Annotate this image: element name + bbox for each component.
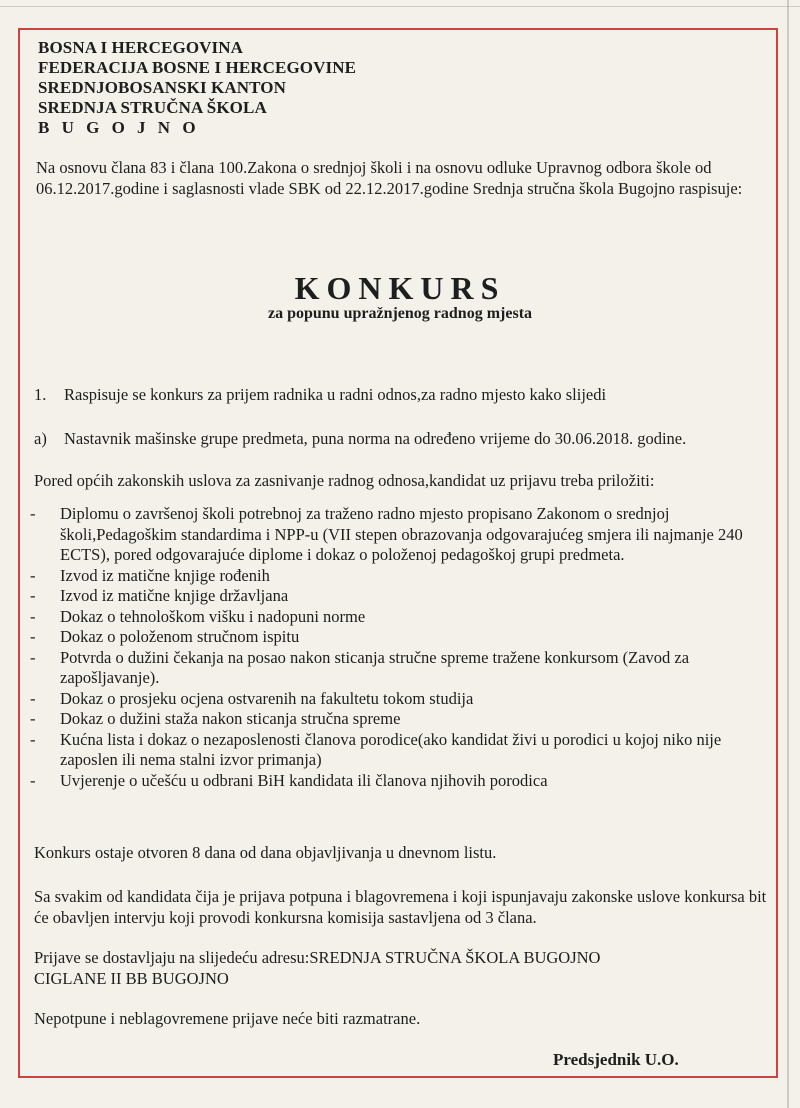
intro-paragraph: Na osnovu člana 83 i člana 100.Zakona o srednjoj školi i na osnovu odluke Upravnog odbora škole od 06.12.2017.godine i saglasnosti vlade SBK od 22.12.2017.godine Srednja stručna škola Bugojno raspisuje: bbox=[36, 158, 743, 198]
item-a-text: Nastavnik mašinske grupe predmeta, puna norma na određeno vrijeme do 30.06.2018. godine. bbox=[64, 429, 687, 448]
bullet-dash: - bbox=[30, 627, 36, 646]
address-line-1: Prijave se dostavljaju na slijedeću adresu:SREDNJA STRUČNA ŠKOLA BUGOJNO bbox=[34, 948, 601, 967]
address-paragraph bbox=[34, 947, 770, 989]
list-item: - Izvod iz matične knjige rođenih bbox=[30, 565, 270, 585]
document-subtitle: za popunu upražnjenog radnog mjesta bbox=[267, 305, 533, 322]
item-a-letter: a) bbox=[34, 429, 47, 448]
requirements-intro: Pored općih zakonskih uslova za zasnivanje radnog odnosa,kandidat uz prijavu treba priložiti: bbox=[34, 471, 655, 490]
list-item: - Dokaz o položenom stručnom ispitu bbox=[30, 627, 300, 646]
institution-header bbox=[38, 38, 356, 138]
bullet-dash: - bbox=[30, 729, 36, 749]
header-line-city: B U G O J N O bbox=[38, 118, 200, 137]
open-period-paragraph: Konkurs ostaje otvoren 8 dana od dana objavljivanja u dnevnom listu. bbox=[34, 843, 497, 862]
column-divider-top bbox=[0, 6, 800, 7]
header-line-federation: FEDERACIJA BOSNE I HERCEGOVINE bbox=[38, 58, 357, 77]
signature-line: Predsjednik U.O. bbox=[553, 1050, 679, 1069]
list-item: - Potvrda o dužini čekanja na posao nakon sticanja stručne spreme tražene konkursom (Zavod za zapošljavanje). bbox=[30, 647, 690, 687]
address-line-2: CIGLANE II BB BUGOJNO bbox=[34, 969, 229, 988]
item-a bbox=[34, 428, 770, 449]
interview-paragraph: Sa svakim od kandidata čija je prijava potpuna i blagovremena i koji ispunjavaju zakonske uslove konkursa bit će obavljen intervju koji provodi konkursna komisija sastavljena od 3 člana. bbox=[34, 887, 767, 927]
list-item: - Diplomu o završenoj školi potrebnoj za traženo radno mjesto propisano Zakonom o srednjoj školi,Pedagoškim standardima i NPP-u (VII stepen obrazovanja odgovarajućeg smjera ili najmanje 240 ECTS), pored odgovarajuće diplome i dokaz o položenoj pedagoškoj grupi predmeta. bbox=[30, 504, 743, 564]
column-divider-right bbox=[787, 0, 789, 1108]
list-item: - Kućna lista i dokaz o nezaposlenosti članova porodice(ako kandidat živi u porodici u kojoj niko nije zaposlen ili nema stalni izvor primanja) bbox=[30, 729, 722, 769]
bullet-dash: - bbox=[30, 709, 36, 728]
bullet-dash: - bbox=[30, 647, 36, 667]
item-1-number: 1. bbox=[34, 385, 47, 404]
bullet-dash: - bbox=[30, 770, 36, 790]
list-item: - Dokaz o tehnološkom višku i nadopuni norme bbox=[30, 606, 366, 626]
incomplete-notice: Nepotpune i neblagovremene prijave neće biti razmatrane. bbox=[34, 1009, 421, 1028]
bullet-dash: - bbox=[30, 504, 36, 523]
header-line-school: SREDNJA STRUČNA ŠKOLA bbox=[38, 98, 267, 117]
list-item: - Dokaz o prosjeku ocjena ostvarenih na fakultetu tokom studija bbox=[30, 688, 474, 708]
item-1-text: Raspisuje se konkurs za prijem radnika u radni odnos,za radno mjesto kako slijedi bbox=[64, 385, 607, 404]
bullet-dash: - bbox=[30, 606, 36, 626]
item-1 bbox=[34, 384, 770, 405]
bullet-dash: - bbox=[30, 565, 36, 585]
document-title: KONKURS bbox=[294, 270, 506, 306]
list-item: - Izvod iz matične knjige državljana bbox=[30, 586, 289, 605]
list-item: - Uvjerenje o učešću u odbrani BiH kandidata ili članova njihovih porodica bbox=[30, 770, 548, 790]
bullet-dash: - bbox=[30, 586, 36, 605]
list-item: - Dokaz o dužini staža nakon sticanja stručna spreme bbox=[30, 709, 401, 728]
bullet-dash: - bbox=[30, 688, 36, 708]
header-line-canton: SREDNJOBOSANSKI KANTON bbox=[38, 78, 286, 97]
header-line-country: BOSNA I HERCEGOVINA bbox=[38, 38, 243, 57]
requirements-list bbox=[30, 504, 766, 791]
